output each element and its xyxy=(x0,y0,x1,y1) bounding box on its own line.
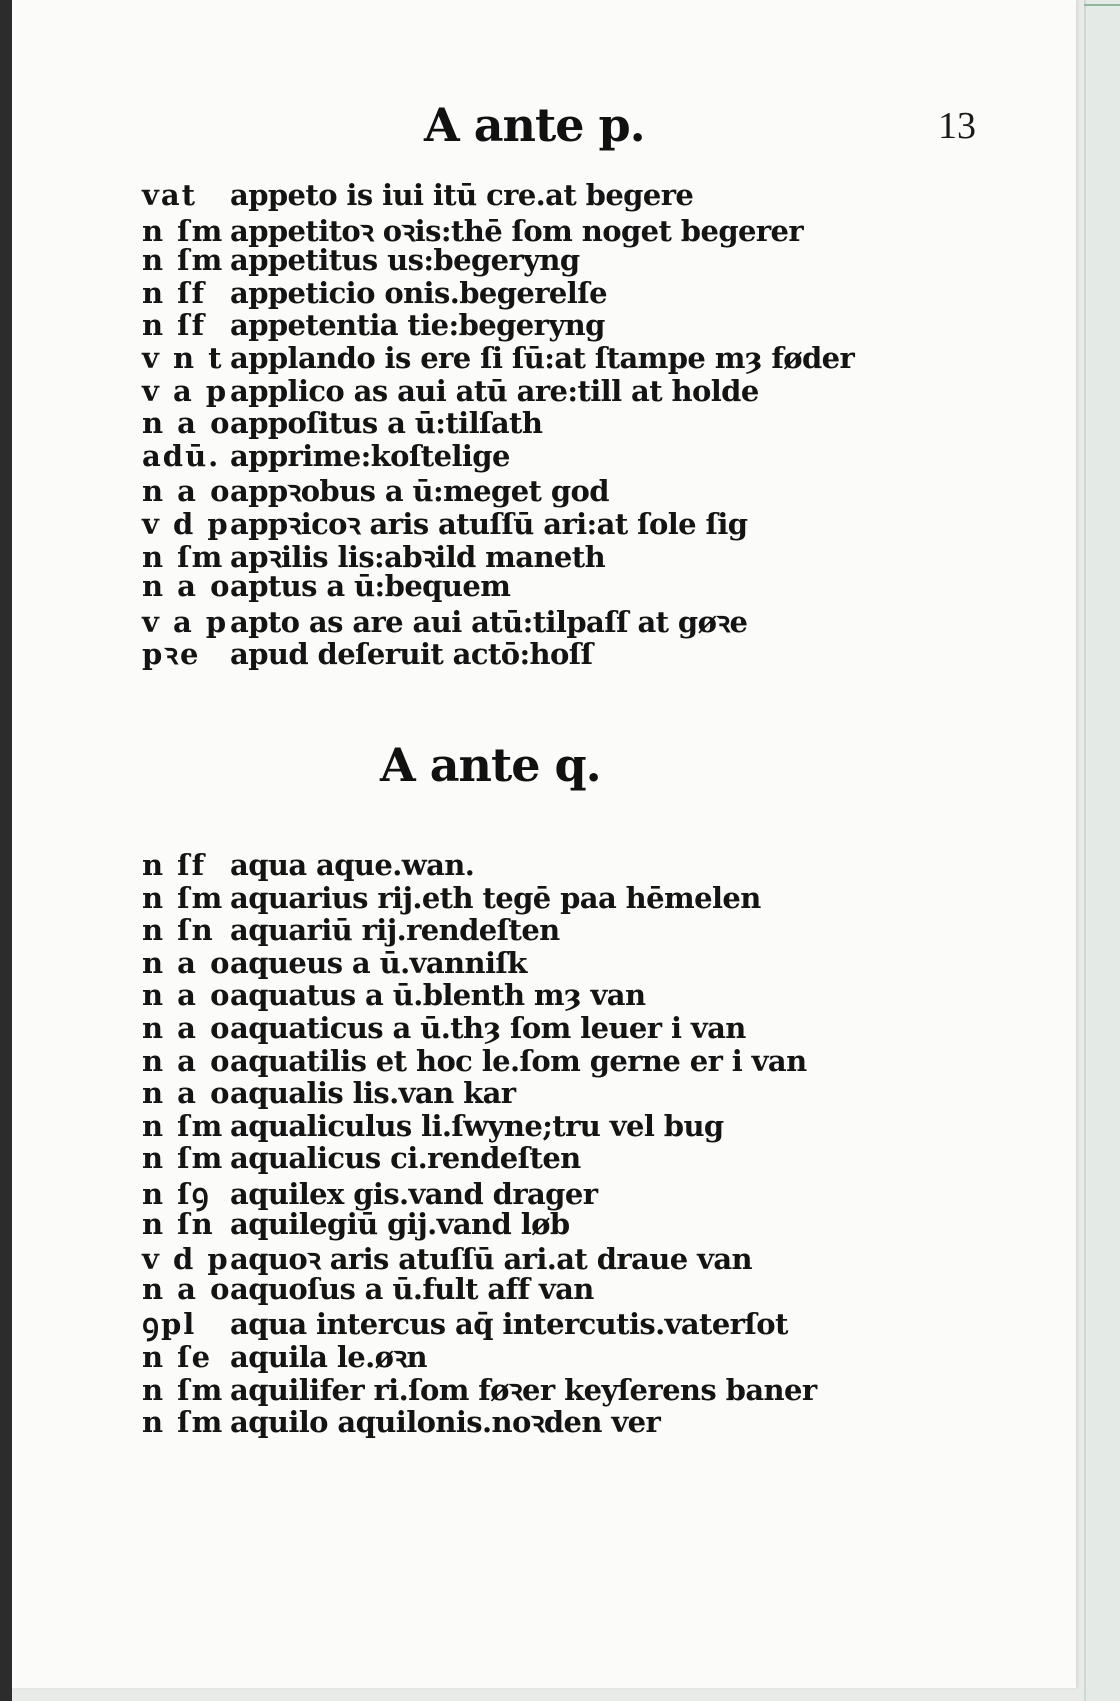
entry-grammar-code: n ſf xyxy=(142,848,207,882)
entry-definition: aquatilis et hoc le.ſom gerne er i van xyxy=(230,1043,807,1078)
entry-grammar-code: n a o xyxy=(142,569,232,604)
entry-definition: aquilegiū gij.vand løb xyxy=(230,1206,570,1241)
entry-definition: applico as aui atū are:till at holde xyxy=(230,373,759,408)
section-title-a-ante-q: A ante q. xyxy=(380,738,601,792)
dictionary-entry xyxy=(142,1370,817,1407)
entry-definition: aqualicus ci.rendeſten xyxy=(230,1141,581,1176)
entry-grammar-code: n a o xyxy=(142,1043,232,1078)
dictionary-entry xyxy=(142,946,817,979)
scan-border-strip xyxy=(1084,0,1120,1701)
scan-border-top-line xyxy=(1084,4,1120,6)
entry-definition: aquaticus a ū.thȝ ſom leuer i van xyxy=(230,1010,746,1045)
dictionary-entry xyxy=(142,913,817,946)
entry-definition: aquariū rij.rendeſten xyxy=(230,913,560,948)
entry-grammar-code: v n t xyxy=(142,340,224,375)
entry-grammar-code: n ſꝯ xyxy=(142,1176,211,1211)
entry-definition: applando is ere ſi ſū:at ſtampe mȝ føder xyxy=(230,340,855,375)
entry-definition: aquatus a ū.blenth mȝ van xyxy=(230,978,646,1013)
dictionary-entry xyxy=(142,1304,817,1342)
dictionary-entry xyxy=(142,276,854,309)
entry-definition: aquilifer ri.ſom føꝛer keyſerens baner xyxy=(230,1372,817,1407)
dictionary-entry xyxy=(142,1011,817,1044)
entry-grammar-code: adū. xyxy=(142,438,221,473)
entry-grammar-code: n ſm xyxy=(142,880,225,915)
dictionary-entry xyxy=(142,881,817,914)
entry-definition: appꝛobus a ū:meget god xyxy=(230,474,609,509)
entry-grammar-code: v a p xyxy=(142,604,229,639)
dictionary-entry xyxy=(142,1174,817,1211)
scan-border-line xyxy=(1084,0,1086,1701)
entry-definition: aquoſus a ū.fult aff van xyxy=(230,1271,594,1306)
entry-definition: aptus a ū:bequem xyxy=(230,569,511,604)
entry-grammar-code: n ſm xyxy=(142,1108,225,1143)
entry-definition: aquilex gis.vand drager xyxy=(230,1176,598,1211)
entry-definition: appeticio onis.begerelſe xyxy=(230,275,607,310)
dictionary-entry xyxy=(142,1141,817,1174)
dictionary-entry xyxy=(142,848,817,881)
scanned-page xyxy=(12,0,1076,1688)
section-title-a-ante-p: A ante p. xyxy=(424,98,645,152)
entry-grammar-code: n a o xyxy=(142,1271,232,1306)
dictionary-entry xyxy=(142,504,854,541)
entry-grammar-code: n ſm xyxy=(142,1372,225,1407)
dictionary-entry xyxy=(142,634,854,672)
dictionary-entry xyxy=(142,1076,817,1109)
dictionary-entry xyxy=(142,569,854,602)
entry-grammar-code: n ſe xyxy=(142,1339,213,1374)
entry-definition: apto as are aui atū:tilpaſſ at gøꝛe xyxy=(230,604,748,639)
entry-list-a-ante-q xyxy=(142,848,817,1440)
dictionary-entry xyxy=(142,471,854,509)
entry-grammar-code: n ſm xyxy=(142,539,225,574)
page-number: 13 xyxy=(938,105,976,147)
entry-grammar-code: n a o xyxy=(142,1010,232,1045)
entry-definition: aqualiculus li.ſwyne;tru vel bug xyxy=(230,1108,724,1143)
entry-definition: appeto is iui itū cre.at begere xyxy=(230,178,694,212)
entry-definition: apprime:koſtelige xyxy=(230,438,510,473)
dictionary-entry xyxy=(142,178,854,211)
dictionary-entry xyxy=(142,341,854,374)
entry-definition: aquilo aquilonis.noꝛden ver xyxy=(230,1405,661,1440)
entry-grammar-code: n ſm xyxy=(142,1141,225,1176)
entry-list-a-ante-p xyxy=(142,178,855,672)
entry-definition: appetitoꝛ oꝛis:thē ſom noget begerer xyxy=(230,213,804,248)
entry-definition: aqua intercus aq̄ intercutis.vaterſot xyxy=(230,1307,788,1342)
entry-definition: apud deſeruit actō:hoſſ xyxy=(230,637,593,672)
entry-grammar-code: v d p xyxy=(142,1242,230,1277)
dictionary-entry xyxy=(142,602,854,639)
entry-grammar-code: n ſf xyxy=(142,308,207,343)
entry-grammar-code: n ſm xyxy=(142,213,225,248)
entry-grammar-code: v a p xyxy=(142,373,229,408)
dictionary-entry xyxy=(142,1044,817,1077)
entry-definition: aquila le.øꝛn xyxy=(230,1339,428,1374)
entry-grammar-code: n ſn xyxy=(142,1206,215,1241)
entry-grammar-code: n ſf xyxy=(142,275,207,310)
page-left-edge xyxy=(0,0,12,1701)
entry-grammar-code: n a o xyxy=(142,406,232,441)
entry-grammar-code: n ſm xyxy=(142,243,225,278)
entry-definition: aqualis lis.van kar xyxy=(230,1076,516,1111)
entry-definition: apꝛilis lis:abꝛild maneth xyxy=(230,539,606,574)
entry-definition: appetitus us:begeryng xyxy=(230,243,580,278)
entry-definition: appetentia tie:begeryng xyxy=(230,308,605,343)
dictionary-entry xyxy=(142,1337,817,1374)
entry-grammar-code: ꝯpl xyxy=(142,1307,197,1342)
entry-definition: appꝛicoꝛ aris atuſſū ari:at ſole ſig xyxy=(230,506,748,541)
dictionary-entry xyxy=(142,978,817,1011)
dictionary-entry xyxy=(142,374,854,407)
dictionary-entry xyxy=(142,211,854,248)
entry-grammar-code: n a o xyxy=(142,945,232,980)
dictionary-entry xyxy=(142,1239,817,1277)
entry-grammar-code: v d p xyxy=(142,506,230,541)
entry-grammar-code: pꝛe xyxy=(142,637,201,672)
entry-grammar-code: n a o xyxy=(142,1076,232,1111)
entry-definition: aquoꝛ aris atuſſū ari.at draue van xyxy=(230,1242,753,1277)
entry-grammar-code: vat xyxy=(142,178,198,212)
entry-definition: aqua aque.wan. xyxy=(230,848,475,882)
entry-definition: aqueus a ū.vanniſk xyxy=(230,945,527,980)
entry-definition: aquarius rij.eth tegē paa hēmelen xyxy=(230,880,761,915)
entry-grammar-code: n a o xyxy=(142,978,232,1013)
entry-grammar-code: n ſn xyxy=(142,913,215,948)
dictionary-entry xyxy=(142,1109,817,1142)
dictionary-entry xyxy=(142,439,854,472)
entry-grammar-code: n a o xyxy=(142,474,232,509)
entry-grammar-code: n ſm xyxy=(142,1405,225,1440)
entry-definition: appoſitus a ū:tilſath xyxy=(230,406,543,441)
dictionary-entry xyxy=(142,1207,817,1240)
dictionary-entry xyxy=(142,406,854,439)
dictionary-entry xyxy=(142,308,854,341)
